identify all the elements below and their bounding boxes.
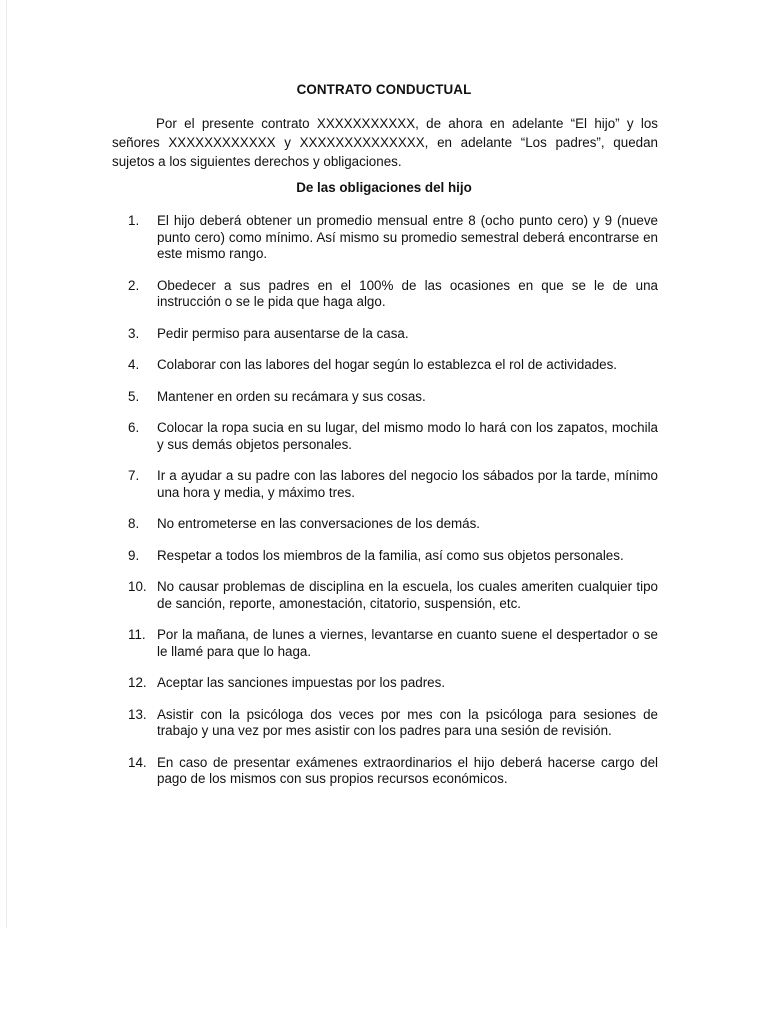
list-item (112, 326, 658, 343)
item-number: 3. (128, 325, 140, 341)
item-number: 11. (128, 627, 146, 642)
item-number: 4. (128, 357, 140, 372)
section-title: De las obligaciones del hijo (296, 180, 472, 195)
obligations-list (112, 213, 658, 803)
list-item (112, 755, 658, 788)
item-number: 13. (128, 706, 147, 722)
list-item (112, 548, 658, 565)
item-text: Pedir permiso para ausentarse de la casa. (157, 325, 409, 341)
list-item (112, 389, 658, 406)
item-text: No causar problemas de disciplina en la escuela, los cuales ameriten cualquier tipo de sanción, reporte, amonestación, citatorio, suspensión, etc. (157, 579, 658, 611)
list-item (112, 468, 658, 501)
item-number: 8. (128, 516, 140, 531)
list-item (112, 579, 658, 612)
document-title: CONTRATO CONDUCTUAL (296, 82, 472, 97)
item-number: 2. (128, 277, 140, 293)
item-number: 14. (128, 754, 147, 770)
item-text: El hijo deberá obtener un promedio mensual entre 8 (ocho punto cero) y 9 (nueve punto cero) como mínimo. Así mismo su promedio semestral deberá encontrarse en este mismo rango. (157, 213, 658, 261)
item-text: Respetar a todos los miembros de la familia, así como sus objetos personales. (157, 547, 624, 563)
list-item (112, 707, 658, 740)
item-number: 12. (128, 675, 147, 690)
item-text: Por la mañana, de lunes a viernes, levantarse en cuanto suene el despertador o se le llamé para que lo haga. (157, 627, 658, 659)
list-item (112, 675, 658, 692)
item-number: 10. (128, 579, 147, 594)
item-text: Colocar la ropa sucia en su lugar, del mismo modo lo hará con los zapatos, mochila y sus demás objetos personales. (157, 420, 658, 452)
item-number: 5. (128, 388, 140, 404)
item-text: En caso de presentar exámenes extraordinarios el hijo deberá hacerse cargo del pago de los mismos con sus propios recursos económicos. (157, 754, 658, 786)
list-item (112, 516, 658, 533)
item-number: 1. (128, 213, 140, 228)
item-text: No entrometerse en las conversaciones de los demás. (157, 516, 481, 531)
item-number: 7. (128, 468, 140, 483)
list-item (112, 357, 658, 374)
item-number: 9. (128, 547, 140, 563)
item-text: Asistir con la psicóloga dos veces por mes con la psicóloga para sesiones de trabajo y una vez por mes asistir con los padres para una sesión de revisión. (157, 706, 658, 738)
item-text: Aceptar las sanciones impuestas por los padres. (157, 675, 446, 690)
page-edge-divider (6, 0, 7, 928)
list-item (112, 420, 658, 453)
item-text: Colaborar con las labores del hogar según lo establezca el rol de actividades. (157, 357, 618, 372)
intro-paragraph: Por el presente contrato XXXXXXXXXXX, de ahora en adelante “El hijo” y los señores XXXXXXXXXXXX y XXXXXXXXXXXXXX, en adelante “Los padres”, quedan sujetos a los siguientes derechos y obligaciones. (112, 116, 658, 169)
item-text: Mantener en orden su recámara y sus cosas. (157, 388, 426, 404)
item-text: Obedecer a sus padres en el 100% de las ocasiones en que se le de una instrucción o se le pida que haga algo. (157, 277, 658, 309)
item-number: 6. (128, 420, 140, 435)
list-item (112, 278, 658, 311)
item-text: Ir a ayudar a su padre con las labores del negocio los sábados por la tarde, mínimo una hora y media, y máximo tres. (157, 468, 658, 500)
list-item (112, 213, 658, 263)
list-item (112, 627, 658, 660)
